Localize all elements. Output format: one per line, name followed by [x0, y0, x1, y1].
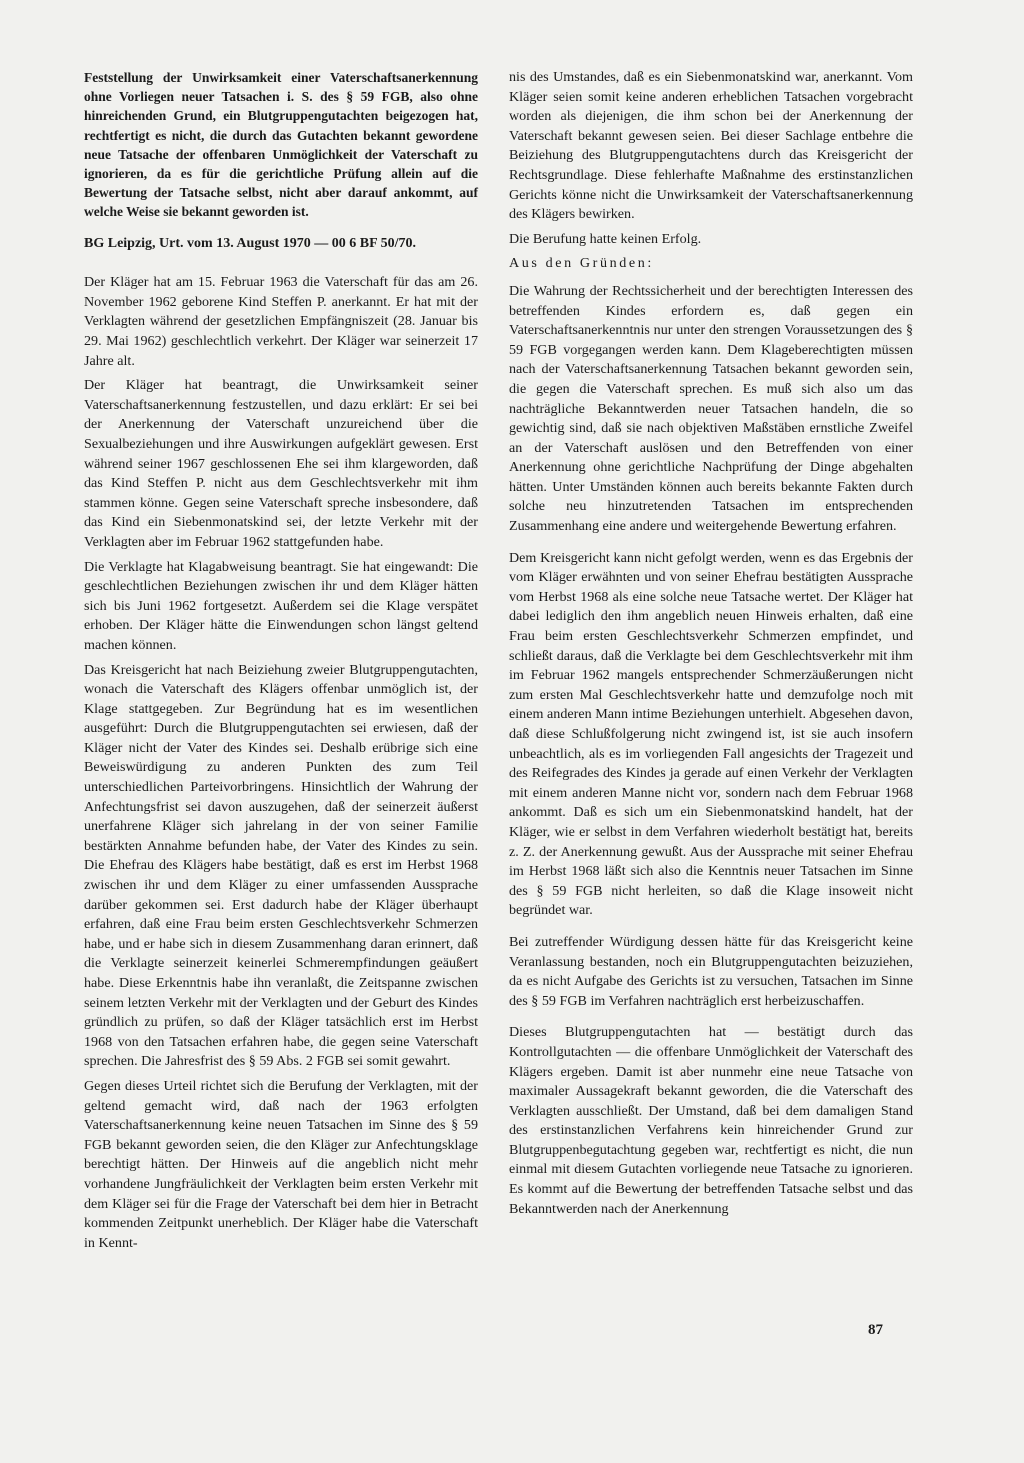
paragraph: Der Kläger hat beantragt, die Unwirksamkeit seiner Vaterschaftsanerkennung festzustellen, und dazu erklärt: Er sei bei der Anerkennung der Vaterschaft unzureichend über die Sexualbeziehungen und ihre Auswirkungen aufgeklärt gewesen. Erst während seiner 1967 geschlossenen Ehe sei ihm klargeworden, daß das Kind Steffen P. nicht aus dem Geschlechtsverkehr mit ihm stammen könne. Gegen seine Vaterschaft spreche insbesondere, daß das Kind ein Siebenmonatskind sei, der letzte Verkehr mit der Verklagten aber im Februar 1962 stattgefunden habe.	[84, 377, 478, 550]
headnote: Feststellung der Unwirksamkeit einer Vaterschaftsanerkennung ohne Vorliegen neuer Tatsachen i. S. des § 59 FGB, also ohne hinreichenden Grund, ein Blutgruppengutachten beigezogen hat, rechtfertigt es nicht, die durch das Gutachten bekannt gewordene neue Tatsache der offenbaren Unmöglichkeit der Vaterschaft zu ignorieren, da es für die gerichtliche Prüfung allein auf die Bewertung der Tatsache selbst, nicht aber darauf ankommt, auf welche Weise sie bekannt geworden ist.	[84, 70, 478, 220]
paragraph: Dieses Blutgruppengutachten hat — bestätigt durch das Kontrollgutachten — die offenbare Unmöglichkeit der Vaterschaft des Klägers ergeben. Damit ist aber nunmehr eine neue Tatsache von maximaler Aussagekraft bekannt geworden, die die Vaterschaft des Verklagten ausschließt. Der Umstand, daß bei dem damaligen Stand des erstinstanzlichen Verfahrens kein hinreichender Grund zur Blutgruppenbegutachtung gegeben war, rechtfertigt es nicht, die nun einmal mit diesem Gutachten vorliegende neue Tatsache zu ignorieren. Es kommt auf die Bewertung der betreffenden Tatsache selbst und das Bekanntwerden nach der Anerkennung	[509, 1024, 913, 1217]
left-column	[84, 68, 478, 1258]
paragraph: Dem Kreisgericht kann nicht gefolgt werden, wenn es das Ergebnis der vom Kläger erwähnten und von seiner Ehefrau bestätigten Aussprache vom Herbst 1968 als eine solche neue Tatsache wertet. Der Kläger hat dabei lediglich den ihm angeblich neuen Hinweis erhalten, daß eine Frau beim ersten Geschlechtsverkehr Schmerzen empfindet, und schließt daraus, daß die Verklagte bei dem Geschlechtsverkehr mit ihm im Februar 1962 mangels entsprechender Schmerzäußerungen nicht zum ersten Mal Geschlechtsverkehr hatte und demzufolge noch mit einem anderen Mann intime Beziehungen unterhielt. Abgesehen davon, daß diese Schlußfolgerung nicht zwingend ist, ist sie auch insofern unbeachtlich, als es im vorliegenden Fall angesichts der Tragezeit und des Reifegrades des Kindes ja gerade auf einen Verkehr der Verklagten mit einem anderen Manne nicht vor, sondern nach dem Februar 1968 ankommt. Daß es sich um ein Siebenmonatskind handelt, hat der Kläger, wie er selbst in dem Verfahren wiederholt bestätigt hat, bereits z. Z. der Anerkennung gewußt. Aus der Aussprache mit seiner Ehefrau im Herbst 1968 läßt sich also die Kenntnis neuer Tatsachen im Sinne des § 59 FGB nicht herleiten, so daß die Klage insoweit nicht begründet war.	[509, 549, 913, 919]
section-heading: Aus den Gründen:	[509, 255, 654, 272]
paragraph: Das Kreisgericht hat nach Beiziehung zweier Blutgruppengutachten, wonach die Vaterschaft des Klägers offenbar unmöglich ist, der Klage stattgegeben. Zur Begründung hat es im wesentlichen ausgeführt: Durch die Blutgruppengutachten sei erwiesen, daß der Kläger nicht der Vater des Kindes sei. Deshalb erübrige sich eine Beweiswürdigung zu anderen Punkten des zum Teil unterschiedlichen Parteivorbringens. Hinsichtlich der Wahrung der Anfechtungsfrist sei davon auszugehen, daß der seinerzeit äußerst unerfahrene Kläger sich jahrelang in der von seiner Familie bestärkten Annahme befunden habe, der Vater des Kindes zu sein. Die Ehefrau des Klägers habe bestätigt, daß es erst im Herbst 1968 zwischen ihr und dem Kläger zu einer umfassenden Aussprache darüber gekommen sei. Erst dadurch habe der Kläger überhaupt erfahren, daß eine Frau beim ersten Geschlechtsverkehr Schmerzen habe, und er habe sich in diesem Zusammenhang daran erinnert, daß die Verklagte seinerzeit keinerlei Schmerempfindungen geäußert habe. Diese Erkenntnis habe ihn veranlaßt, die Zeitspanne zwischen seinem letzten Verkehr mit der Verklagten und der Geburt des Kindes gründlich zu prüfen, so daß der Kläger tatsächlich erst im Herbst 1968 von den Tatsachen erfahren habe, die gegen seine Vaterschaft sprechen. Die Jahresfrist des § 59 Abs. 2 FGB sei somit gewahrt.	[84, 661, 478, 1070]
paragraph: nis des Umstandes, daß es ein Siebenmonatskind war, anerkannt. Vom Kläger seien somit keine anderen erheblichen Tatsachen vorgebracht worden als diejenigen, die ihm schon bei der Anerkennung der Vaterschaft bekannt gewesen seien. Bei dieser Sachlage entbehre die Beiziehung des Blutgruppengutachtens durch das Kreisgericht der Rechtsgrundlage. Diese fehlerhafte Maßnahme des erstinstanzlichen Gerichts könne nicht die Unwirksamkeit der Vaterschaftsanerkennung des Klägers bewirken.	[509, 69, 913, 223]
paragraph: Die Berufung hatte keinen Erfolg.	[509, 230, 702, 247]
paragraph: Bei zutreffender Würdigung dessen hätte für das Kreisgericht keine Veranlassung bestanden, noch ein Blutgruppengutachten beizuziehen, da es nicht Aufgabe des Gerichts ist zu versuchen, Tatsachen im Sinne des § 59 FGB im Verfahren nachträglich erst herbeizuschaffen.	[509, 933, 913, 1009]
right-column	[509, 68, 913, 1224]
case-citation: BG Leipzig, Urt. vom 13. August 1970 — 00 6 BF 50/70.	[84, 235, 416, 251]
paragraph: Die Verklagte hat Klagabweisung beantragt. Sie hat eingewandt: Die geschlechtlichen Beziehungen zwischen ihr und dem Kläger hätten sich bis Juni 1962 fortgesetzt. Außerdem sei die Klage verspätet erhoben. Der Kläger hätte die Einwendungen schon längst geltend machen können.	[84, 558, 478, 653]
paragraph: Der Kläger hat am 15. Februar 1963 die Vaterschaft für das am 26. November 1962 geborene Kind Steffen P. anerkannt. Er hat mit der Verklagten während der gesetzlichen Empfängniszeit (28. Januar bis 29. Mai 1962) geschlechtlich verkehrt. Der Kläger war seinerzeit 17 Jahre alt.	[84, 274, 478, 369]
paragraph: Die Wahrung der Rechtssicherheit und der berechtigten Interessen des betreffenden Kindes erfordern es, daß gegen ein Vaterschaftsanerkenntnis nur unter den strengen Voraussetzungen des § 59 FGB vorgegangen werden kann. Dem Klageberechtigten müssen nach der Vaterschaftsanerkennung Tatsachen bekannt geworden sein, die gegen die Vaterschaft sprechen. Es muß sich also um das nachträgliche Bekanntwerden neuer Tatsachen handeln, die so gewichtig sind, daß sie nach objektiven Maßstäben ernstliche Zweifel an der Vaterschaft auslösen und den Betreffenden von einer Anerkennung ohne gerichtliche Nachprüfung der Dinge abgehalten hätten. Unter Umständen können auch bereits bekannte Fakten durch solche neu hinzutretenden Tatsachen im entsprechenden Zusammenhang eine andere und weitergehende Bewertung erfahren.	[509, 282, 913, 535]
paragraph: Gegen dieses Urteil richtet sich die Berufung der Verklagten, mit der geltend gemacht wird, daß nach der 1963 erfolgten Vaterschaftsanerkennung keine neuen Tatsachen im Sinne des § 59 FGB bekannt geworden seien, die den Kläger zur Anfechtungsklage berechtigt hätten. Der Hinweis auf die angeblich nicht mehr vorhandene Jungfräulichkeit der Verklagten beim ersten Verkehr mit dem Kläger sei für die Frage der Vaterschaft bei dem hier in Betracht kommenden Zeitpunkt unerheblich. Der Kläger habe die Vaterschaft in Kennt-	[84, 1077, 478, 1251]
page-number: 87	[868, 1322, 883, 1338]
